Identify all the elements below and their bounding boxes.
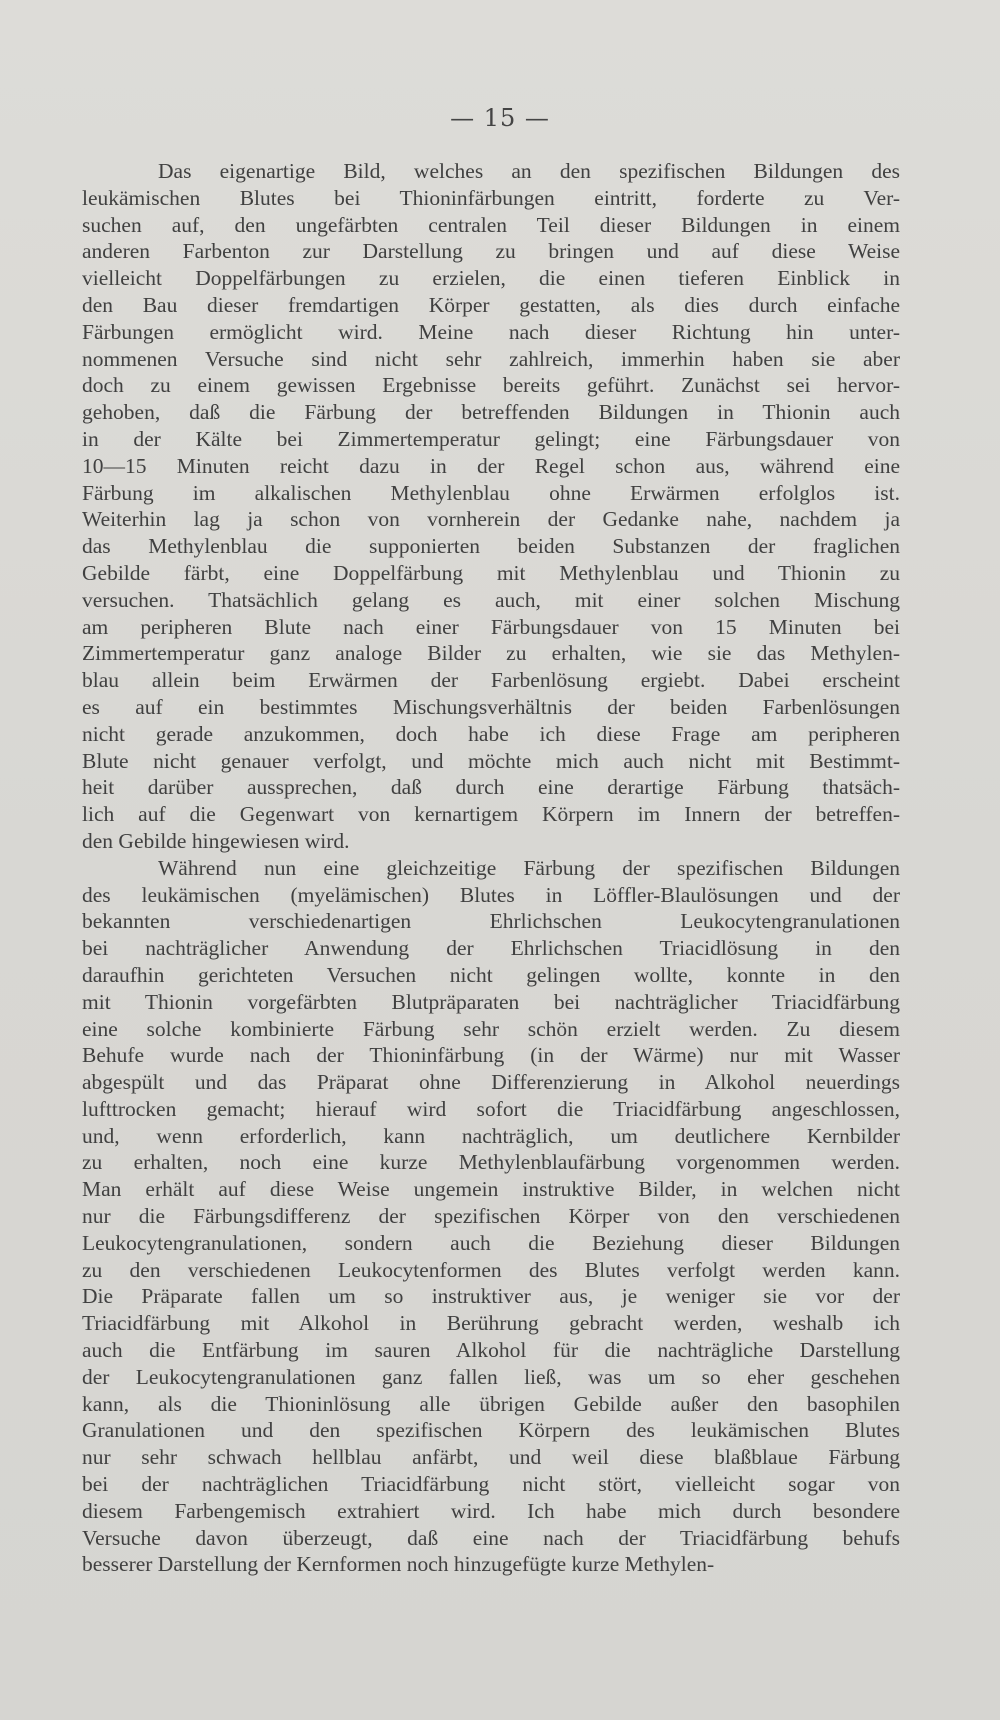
text-line: Färbung im alkalischen Methylenblau ohne Erwärmen erfolglos ist. (82, 480, 900, 505)
text-line: diesem Farbengemisch extrahiert wird. Ich habe mich durch besondere (82, 1498, 900, 1523)
text-line: den Bau dieser fremdartigen Körper gestatten, als dies durch einfache (82, 292, 900, 317)
text-line: bekannten verschiedenartigen Ehrlichschen Leukocytengranulationen (82, 909, 900, 934)
text-line: eine solche kombinierte Färbung sehr schön erzielt werden. Zu diesem (82, 1016, 900, 1041)
text-line: heit darüber aussprechen, daß durch eine derartige Färbung thatsäch- (82, 775, 900, 800)
text-line: doch zu einem gewissen Ergebnisse bereits geführt. Zunächst sei hervor- (82, 373, 900, 398)
text-line: blau allein beim Erwärmen der Farbenlösung ergiebt. Dabei erscheint (82, 668, 900, 693)
text-line: Man erhält auf diese Weise ungemein instruktive Bilder, in welchen nicht (82, 1177, 900, 1202)
text-line: anderen Farbenton zur Darstellung zu bringen und auf diese Weise (82, 239, 900, 264)
text-line: suchen auf, den ungefärbten centralen Teil dieser Bildungen in einem (82, 212, 900, 237)
text-line: es auf ein bestimmtes Mischungsverhältnis der beiden Farbenlösungen (82, 694, 900, 719)
text-line: lufttrocken gemacht; hierauf wird sofort die Triacidfärbung angeschlossen, (82, 1096, 900, 1121)
text-line: in der Kälte bei Zimmertemperatur gelingt; eine Färbungsdauer von (82, 426, 900, 451)
text-line: Granulationen und den spezifischen Körpern des leukämischen Blutes (82, 1418, 900, 1443)
text-line: nur sehr schwach hellblau anfärbt, und weil diese blaßblaue Färbung (82, 1445, 900, 1470)
text-line: daraufhin gerichteten Versuchen nicht gelingen wollte, konnte in den (82, 962, 900, 987)
text-line: versuchen. Thatsächlich gelang es auch, mit einer solchen Mischung (82, 587, 900, 612)
text-line: den Gebilde hingewiesen wird. (82, 828, 350, 853)
text-line: der Leukocytengranulationen ganz fallen ließ, was um so eher geschehen (82, 1364, 900, 1389)
text-line: Gebilde färbt, eine Doppelfärbung mit Methylenblau und Thionin zu (82, 560, 900, 585)
text-line: gehoben, daß die Färbung der betreffenden Bildungen in Thionin auch (82, 400, 900, 425)
text-line: abgespült und das Präparat ohne Differenzierung in Alkohol neuerdings (82, 1070, 900, 1095)
text-line: bei der nachträglichen Triacidfärbung nicht stört, vielleicht sogar von (82, 1472, 900, 1497)
text-line: nur die Färbungsdifferenz der spezifischen Körper von den verschiedenen (82, 1204, 900, 1229)
text-line: nommenen Versuche sind nicht sehr zahlreich, immerhin haben sie aber (82, 346, 900, 371)
text-line: Zimmertemperatur ganz analoge Bilder zu erhalten, wie sie das Methylen- (82, 641, 900, 666)
text-line: auch die Entfärbung im sauren Alkohol für die nachträgliche Darstellung (82, 1338, 900, 1363)
text-line: Die Präparate fallen um so instruktiver aus, je weniger sie vor der (82, 1284, 900, 1309)
text-line: Versuche davon überzeugt, daß eine nach der Triacidfärbung behufs (82, 1525, 900, 1550)
text-line: Das eigenartige Bild, welches an den spezifischen Bildungen des (158, 159, 900, 183)
paragraph-2 (82, 855, 900, 1579)
text-line: Färbungen ermöglicht wird. Meine nach dieser Richtung hin unter- (82, 319, 900, 344)
text-line: am peripheren Blute nach einer Färbungsdauer von 15 Minuten bei (82, 614, 900, 639)
text-line: 10—15 Minuten reicht dazu in der Regel schon aus, während eine (82, 453, 900, 478)
text-line: Blute nicht genauer verfolgt, und möchte mich auch nicht mit Bestimmt- (82, 748, 900, 773)
text-line: bei nachträglicher Anwendung der Ehrlichschen Triacidlösung in den (82, 936, 900, 961)
text-line: Triacidfärbung mit Alkohol in Berührung gebracht werden, weshalb ich (82, 1311, 900, 1336)
text-line: zu den verschiedenen Leukocytenformen des Blutes verfolgt werden kann. (82, 1257, 900, 1282)
text-line: Während nun eine gleichzeitige Färbung der spezifischen Bildungen (158, 855, 900, 880)
text-line: und, wenn erforderlich, kann nachträglich, um deutlichere Kernbilder (82, 1123, 900, 1148)
text-line: kann, als die Thioninlösung alle übrigen Gebilde außer den basophilen (82, 1391, 900, 1416)
text-line: zu erhalten, noch eine kurze Methylenblaufärbung vorgenommen werden. (82, 1150, 900, 1175)
text-line: besserer Darstellung der Kernformen noch hinzugefügte kurze Methylen- (82, 1552, 715, 1577)
text-line: nicht gerade anzukommen, doch habe ich diese Frage am peripheren (82, 721, 900, 746)
body-text (82, 158, 900, 1578)
text-line: lich auf die Gegenwart von kernartigem Körpern im Innern der betreffen- (82, 802, 900, 827)
text-line: Weiterhin lag ja schon von vornherein der Gedanke nahe, nachdem ja (82, 507, 900, 532)
text-line: leukämischen Blutes bei Thioninfärbungen eintritt, forderte zu Ver- (82, 185, 900, 210)
text-line: mit Thionin vorgefärbten Blutpräparaten bei nachträglicher Triacidfärbung (82, 989, 900, 1014)
text-line: Leukocytengranulationen, sondern auch die Beziehung dieser Bildungen (82, 1230, 900, 1255)
text-line: des leukämischen (myelämischen) Blutes in Löffler-Blaulösungen und der (82, 882, 900, 907)
text-line: das Methylenblau die supponierten beiden Substanzen der fraglichen (82, 534, 900, 559)
text-line: vielleicht Doppelfärbungen zu erzielen, die einen tieferen Einblick in (82, 266, 900, 291)
paragraph-1 (82, 158, 900, 855)
text-line: Behufe wurde nach der Thioninfärbung (in der Wärme) nur mit Wasser (82, 1043, 900, 1068)
page-number: — 15 — (450, 104, 550, 132)
